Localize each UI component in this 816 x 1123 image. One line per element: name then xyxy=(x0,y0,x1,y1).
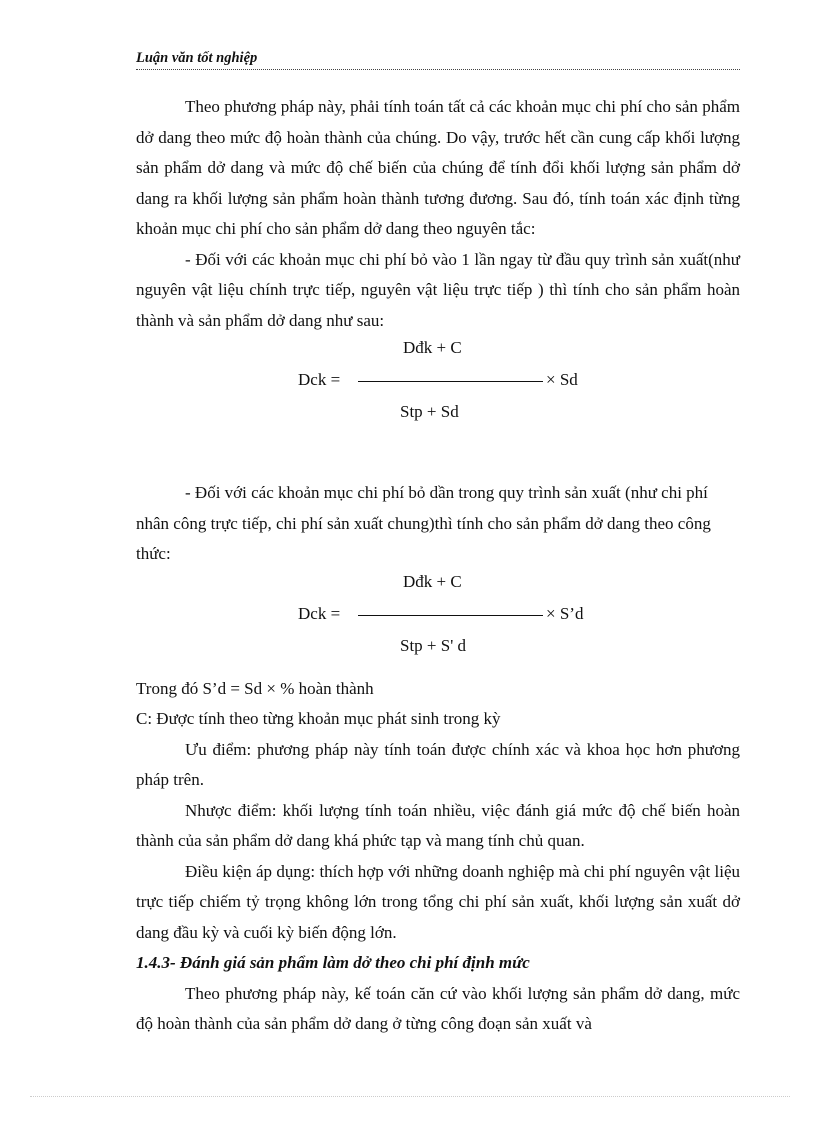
paragraph: - Đối với các khoản mục chi phí bỏ vào 1 lần ngay từ đầu quy trình sản xuất(như nguyên vật liệu chính trực tiếp, nguyên vật liệu trực tiếp ) thì tính cho sản phẩm hoàn thành và sản phẩm dở dang như sau: xyxy=(136,249,740,330)
formula-rhs: × Sd xyxy=(546,370,578,389)
fraction-bar xyxy=(358,381,543,382)
formula-dck-sd xyxy=(136,336,740,440)
formula-lhs: Dck = xyxy=(298,370,341,389)
document-body xyxy=(136,92,740,1040)
formula-dck-s-prime-d xyxy=(136,570,740,674)
spacer xyxy=(136,440,740,478)
paragraph: - Đối với các khoản mục chi phí bỏ dần trong quy trình sản xuất (như chi phí nhân công trực tiếp, chi phí sản xuất chung)thì tính cho sản phẩm dở dang theo công thức: xyxy=(136,483,711,563)
paragraph: Điều kiện áp dụng: thích hợp với những doanh nghiệp mà chi phí nguyên vật liệu trực tiếp chiếm tỷ trọng không lớn trong tổng chi phí sản xuất, khối lượng sản xuất dở dang đầu kỳ và cuối kỳ biến động lớn. xyxy=(136,861,740,942)
formula-lhs: Dck = xyxy=(298,603,341,623)
formula-rhs: × S’d xyxy=(546,603,584,623)
header-title: Luận văn tốt nghiệp xyxy=(136,50,258,66)
paragraph: Theo phương pháp này, phải tính toán tất cả các khoản mục chi phí cho sản phẩm dở dang theo mức độ hoàn thành của chúng. Do vậy, trước hết cần cung cấp khối lượng sản phẩm dở dang và mức độ chế biến của chúng để tính đổi khối lượng sản phẩm dở dang ra khối lượng sản phẩm hoàn thành tương đương. Sau đó, tính toán xác định từng khoản mục chi phí cho sản phẩm dở dang theo nguyên tắc: xyxy=(136,97,740,238)
formula-numerator: Dđk + C xyxy=(403,571,462,591)
section-heading: 1.4.3- Đánh giá sản phẩm làm dở theo chi phí định mức xyxy=(136,953,530,972)
fraction-bar xyxy=(358,615,543,616)
text-line: C: Được tính theo từng khoản mục phát sinh trong kỳ xyxy=(136,709,501,728)
text-line: Trong đó S’d = Sd × % hoàn thành xyxy=(136,678,374,698)
formula-denominator: Stp + Sd xyxy=(400,402,459,421)
paragraph: Theo phương pháp này, kế toán căn cứ vào khối lượng sản phẩm dở dang, mức độ hoàn thành của sản phẩm dở dang ở từng công đoạn sản xuất và xyxy=(136,983,740,1033)
page-footer-rule xyxy=(30,1096,790,1097)
formula-denominator: Stp + S' d xyxy=(400,635,467,655)
paragraph: Ưu điểm: phương pháp này tính toán được chính xác và khoa học hơn phương pháp trên. xyxy=(136,739,740,789)
page-header xyxy=(136,47,740,70)
paragraph: Nhược điểm: khối lượng tính toán nhiều, việc đánh giá mức độ chế biến hoàn thành của sản phẩm dở dang khá phức tạp và mang tính chủ quan. xyxy=(136,800,740,850)
formula-numerator: Dđk + C xyxy=(403,338,462,357)
